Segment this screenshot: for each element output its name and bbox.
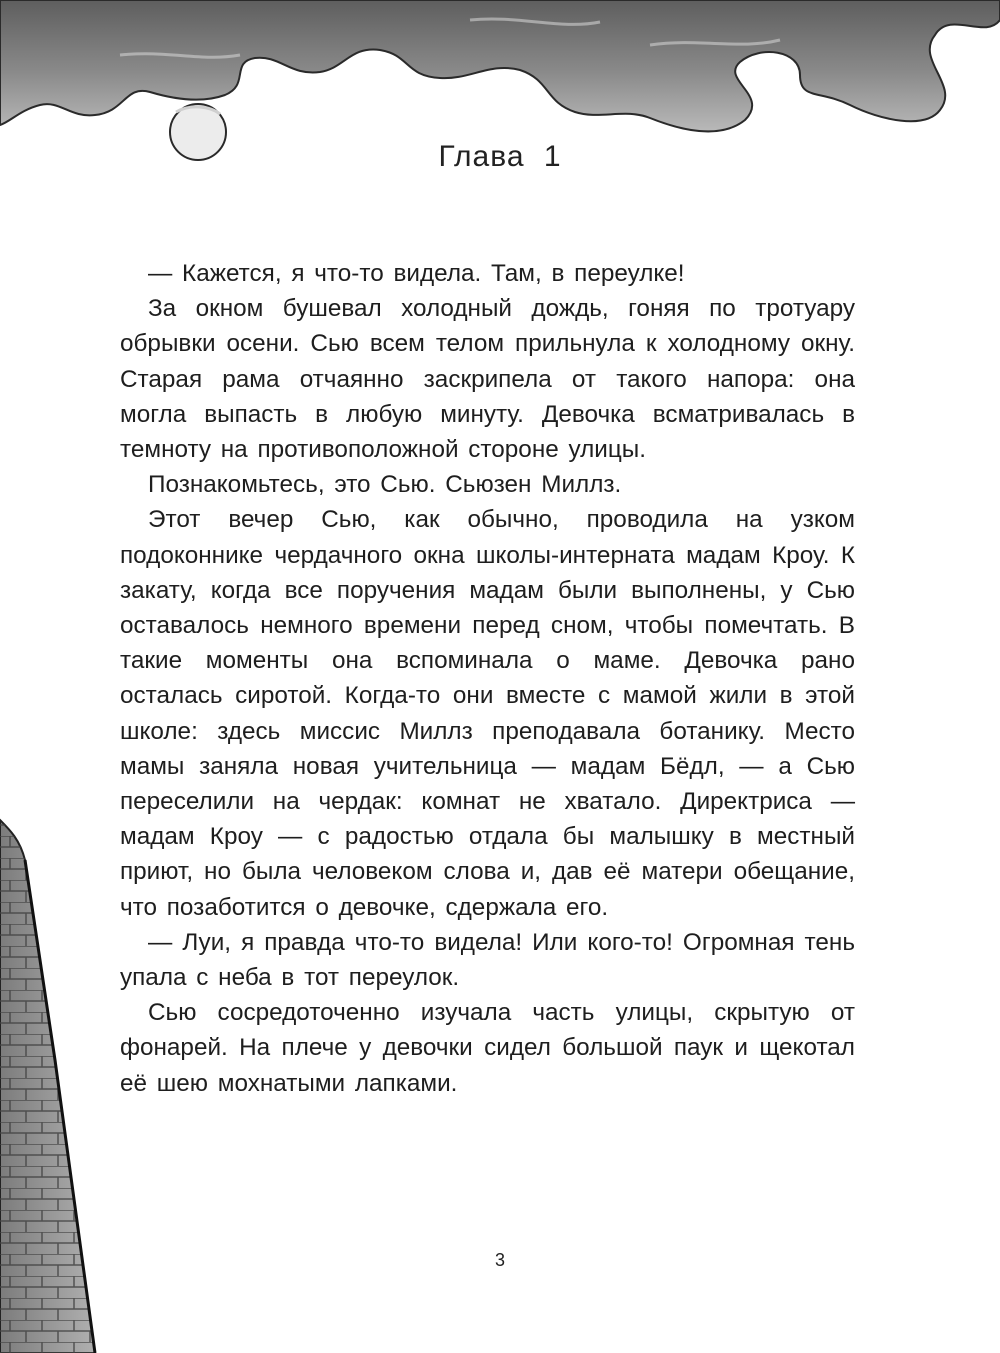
paragraph: Познакомьтесь, это Сью. Сьюзен Миллз.	[148, 471, 622, 499]
paragraph: — Луи, я правда что-то видела! Или кого-то! Огромная тень упала с неба в тот переулок.	[120, 928, 855, 992]
chapter-title: Глава 1	[438, 140, 562, 173]
paragraph: За окном бушевал холодный дождь, гоняя по тротуару обрывки осени. Сью всем телом прильнула к холодному окну. Старая рама отчаянно заскрипела от такого напора: она могла выпасть в любую минуту. Девочка всматривалась в темноту на противоположной стороне улицы.	[120, 295, 855, 464]
paragraph: Сью сосредоточенно изучала часть улицы, скрытую от фонарей. На плече у девочки сидел большой паук и щекотал её шею мохнатыми лапками.	[120, 999, 855, 1097]
cloud-illustration	[0, 0, 1000, 131]
chapter-text	[120, 256, 855, 1101]
paragraph: Этот вечер Сью, как обычно, проводила на узком подоконнике чердачного окна школы-интерната мадам Кроу. К закату, когда все поручения мадам были выполнены, у Сью оставалось немного времени перед сном, чтобы помечтать. В такие моменты она вспоминала о маме. Девочка рано осталась сиротой. Когда-то они вместе с мамой жили в этой школе: здесь миссис Миллз преподавала ботанику. Место мамы заняла новая учительница — мадам Бёдл, — а Сью переселили на чердак: комнат не хватало. Директриса — мадам Кроу — с радостью отдала бы малышку в местный приют, но была человеком слова и, дав её матери обещание, что позаботится о девочке, сдержала его.	[120, 506, 855, 921]
brick-tower-illustration	[0, 820, 95, 1353]
paragraph: — Кажется, я что-то видела. Там, в переулке!	[148, 260, 685, 287]
page-number: 3	[494, 1250, 505, 1270]
